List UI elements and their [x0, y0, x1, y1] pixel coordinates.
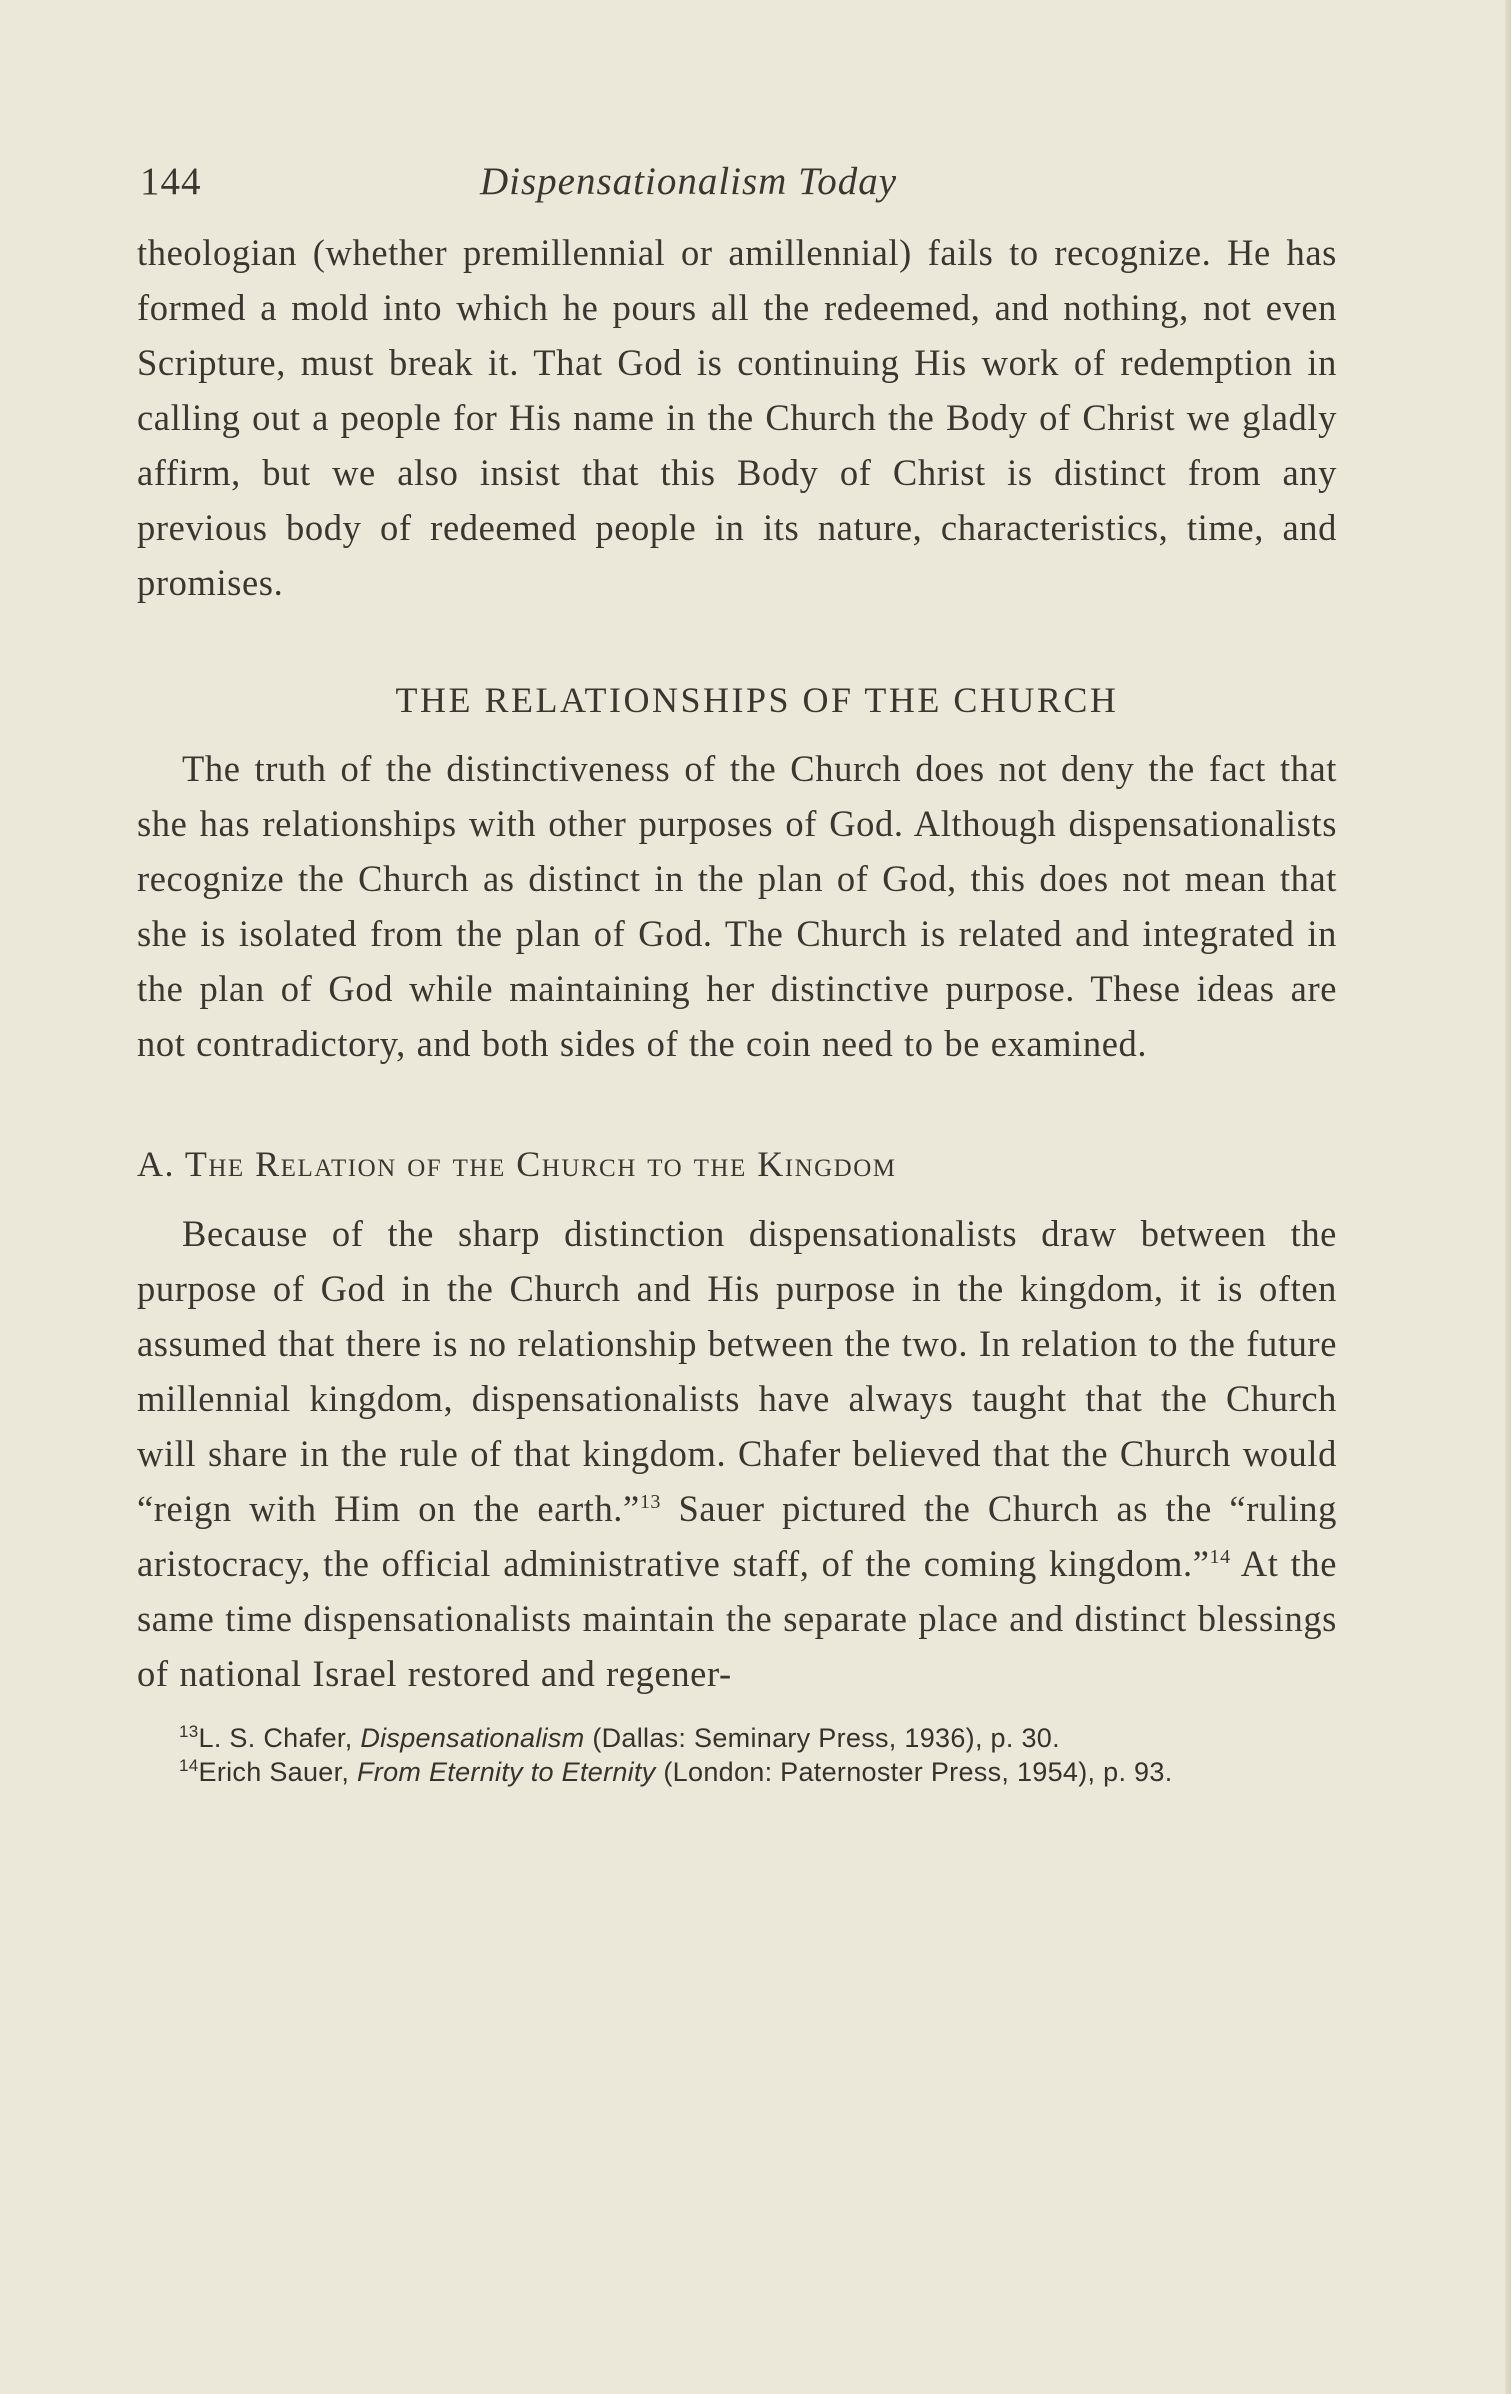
body-paragraph: theologian (whether premillennial or amillennial) fails to recognize. He has formed a mold into which he pours all the redeemed, and nothing, not even Scripture, must break it. That God is continuing His work of redemption in calling out a people for His name in the Church the Body of Christ we gladly affirm, but we also insist that this Body of Christ is distinct from any previous body of redeemed people in its nature, characteristics, time, and promises. [137, 232, 1337, 603]
footnote [137, 1755, 1337, 1789]
text-block [137, 225, 1337, 1789]
footnote-details: (London: Paternoster Press, 1954), p. 93. [655, 1757, 1173, 1787]
footnote-author: L. S. Chafer, [198, 1723, 361, 1753]
body-paragraph: The truth of the distinctiveness of the Church does not deny the fact that she has relationships with other purposes of God. Although dispensationalists recognize the Church as distinct in the plan of God, this does not mean that she is isolated from the plan of God. The Church is related and integrated in the plan of God while maintaining her distinctive purpose. These ideas are not contradictory, and both sides of the coin need to be examined. [137, 748, 1337, 1064]
paragraph-text: Sauer pictured the Church as the “ruling aristocracy, the official administrative staff, of the coming kingdom.” [137, 1488, 1338, 1584]
page-number: 144 [140, 160, 202, 203]
footnote-reference: 13 [639, 1491, 662, 1513]
footnote-number: 14 [179, 1756, 199, 1775]
footnote-details: (Dallas: Seminary Press, 1936), p. 30. [584, 1723, 1060, 1753]
footnote-work-title: Dispensationalism [360, 1723, 585, 1753]
footnote-author: Erich Sauer, [198, 1757, 357, 1787]
footnote [137, 1721, 1337, 1755]
footnotes [137, 1721, 1337, 1789]
paragraph-text: At the same time dispensationalists maintain the separate place and distinct blessings of national Israel restored and regener- [137, 1543, 1338, 1694]
running-head [140, 152, 1340, 212]
section-heading: THE RELATIONSHIPS OF THE CHURCH [395, 680, 1119, 720]
body-paragraph [137, 1206, 1337, 1701]
page-edge [1505, 0, 1511, 2394]
subsection-heading: A. The Relation of the Church to the Kingdom [137, 1144, 897, 1184]
paragraph-text: Because of the sharp distinction dispensationalists draw between the purpose of God in the Church and His purpose in the kingdom, it is often assumed that there is no relationship between the two. In relation to the future millennial kingdom, dispensationalists have always taught that the Church will share in the rule of that kingdom. Chafer believed that the Church would “reign with Him on the earth.” [137, 1213, 1337, 1529]
footnote-work-title: From Eternity to Eternity [357, 1757, 656, 1787]
footnote-reference: 14 [1209, 1546, 1231, 1568]
running-title: Dispensationalism Today [480, 160, 898, 203]
footnote-number: 13 [179, 1722, 199, 1741]
